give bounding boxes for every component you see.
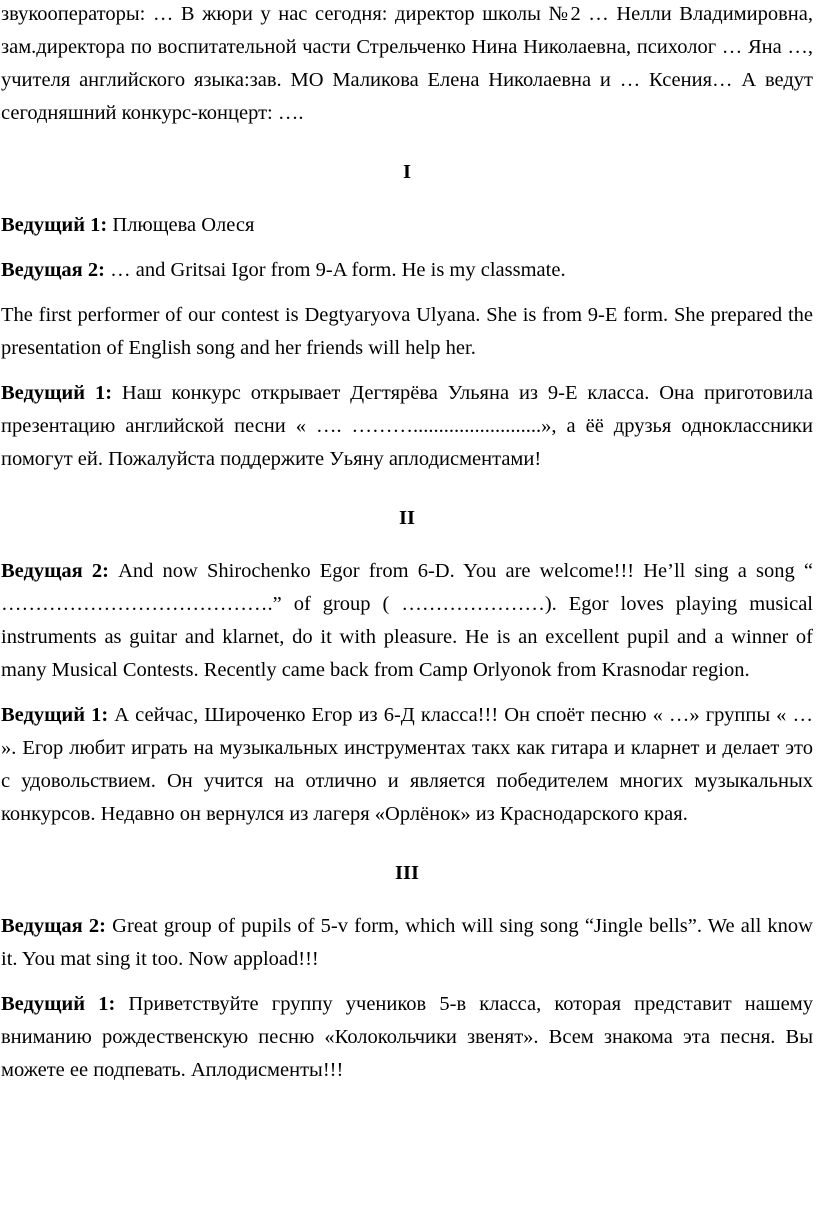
speaker-label: Ведущий 1:: [1, 214, 108, 236]
speech-text: Наш конкурс открывает Дегтярёва Ульяна из 9-Е класса. Она приготовила презентацию английской песни « …. ……….........................», а ёё друзья одноклассники помогут ей. Пожалуйста поддержите Уьяну аплодисментами!: [1, 382, 813, 470]
speaker-label: Ведущий 1:: [1, 993, 116, 1015]
speech-paragraph: [1, 910, 813, 976]
speech-text: А сейчас, Широченко Егор из 6-Д класса!!! Он споёт песню « …» группы « … ». Егор любит играть на музыкальных инструментах такх как гитара и кларнет и делает это с удовольствием. Он учится на отлично и является победителем многих музыкальных конкурсов. Недавно он вернулся из лагеря «Орлёнок» из Краснодарского края.: [1, 704, 813, 825]
speech-text: Приветствуйте группу учеников 5-в класса, которая представит нашему вниманию рождественскую песню «Колокольчики звенят». Всем знакома эта песня. Вы можете ее подпевать. Аплодисменты!!!: [1, 993, 813, 1081]
speech-text: Плющева Олеся: [107, 214, 255, 236]
speaker-label: Ведущий 1:: [1, 382, 113, 404]
speaker-label: Ведущий 1:: [1, 704, 109, 726]
speech-paragraph: [1, 299, 813, 365]
speaker-label: Ведущая 2:: [1, 560, 109, 582]
speech-paragraph: [1, 377, 813, 476]
speech-text: … and Gritsai Igor from 9-A form. He is my classmate.: [104, 259, 566, 281]
speech-text: Great group of pupils of 5-v form, which will sing song “Jingle bells”. We all know it. You mat sing it too. Now appload!!!: [1, 915, 813, 970]
section-number-1: I: [403, 161, 411, 183]
speech-paragraph: [1, 555, 813, 687]
speaker-label: Ведущая 2:: [1, 259, 105, 281]
speech-paragraph: [1, 254, 813, 287]
section-number-2: II: [399, 507, 415, 529]
speech-text: The first performer of our contest is Degtyaryova Ulyana. She is from 9-E form. She prepared the presentation of English song and her friends will help her.: [1, 304, 813, 359]
intro-paragraph: звукооператоры: … В жюри у нас сегодня: директор школы №2 … Нелли Владимировна, зам.директора по воспитательной части Стрельченко Нина Николаевна, психолог … Яна …, учителя английского языка:зав. МО Маликова Елена Николаевна и … Ксения… А ведут сегодняшний конкурс-концерт: ….: [1, 3, 813, 124]
speech-paragraph: [1, 988, 813, 1087]
section-number-3: III: [395, 862, 419, 884]
speech-text: And now Shirochenko Egor from 6-D. You are welcome!!! He’ll sing a song “ ………………………………….” of group ( …………………). Egor loves playing musical instruments as guitar and klarnet, do it with pleasure. He is an excellent pupil and a winner of many Musical Contests. Recently came back from Camp Orlyonok from Krasnodar region.: [1, 560, 813, 681]
speech-paragraph: [1, 699, 813, 831]
speaker-label: Ведущая 2:: [1, 915, 107, 937]
speech-paragraph: [1, 209, 813, 242]
